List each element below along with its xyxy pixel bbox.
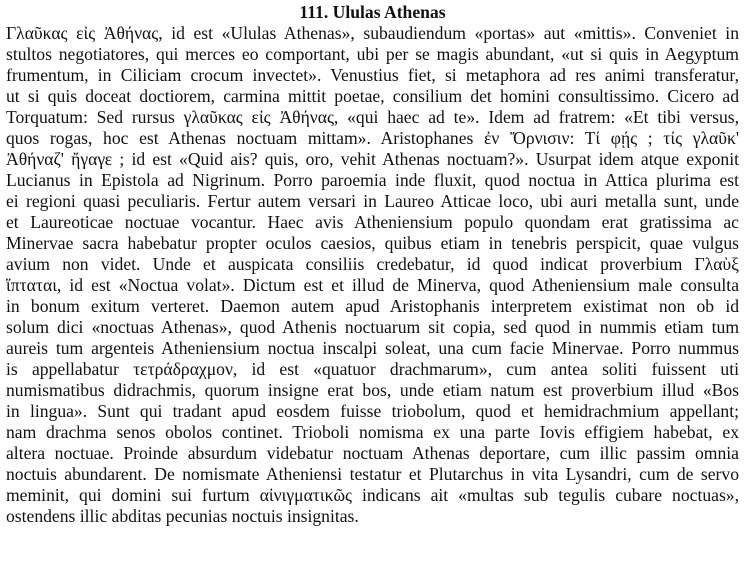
text-line: ut si quis doceat doctiorem, carmina mittit poetae, consilium det homini consultissimo. Cicero ad	[6, 86, 739, 106]
text-line: ostendens illic abditas pecunias noctuis insignitas.	[6, 506, 359, 526]
text-line: meminit, qui domini sui furtum αἰνιγματικῶς indicans ait «multas sub tegulis cubare noctuas»,	[6, 485, 739, 505]
body-paragraph	[6, 23, 739, 527]
text-line: Lucianus in Epistola ad Nigrinum. Porro paroemia inde fluxit, quod noctua in Attica plurima est	[6, 170, 739, 190]
text-line: noctuis abundarent. De nomismate Atheniensi testatur et Plutarchus in vita Lysandri, cum de servo	[6, 464, 739, 484]
text-line: avium non videt. Unde et auspicata consiliis credebatur, id quod indicat proverbium Γλαὺξ	[6, 254, 739, 274]
text-line: solum dici «noctuas Athenas», quod Athenis noctuarum sit copia, sed quod in nummis etiam tum	[6, 317, 739, 337]
text-line: Ἀθήναζ' ἤγαγε ; id est «Quid ais? quis, oro, vehit Athenas noctuam?». Usurpat idem atque exponit	[6, 149, 739, 169]
text-line: in lingua». Sunt qui tradant apud eosdem fuisse triobolum, quod et hemidrachmium appellant;	[6, 401, 739, 421]
text-line: nam drachma senos obolos continet. Trioboli nomisma ex una parte Iovis effigiem habebat, ex	[6, 422, 739, 442]
text-line: is appellabatur τετράδραχμον, id est «quatuor drachmarum», cum antea soliti fuissent uti	[6, 359, 739, 379]
text-line: numismatibus didrachmis, quorum insigne erat bos, unde etiam natum est proverbium illud «Bos	[6, 380, 739, 400]
document-page	[0, 2, 745, 562]
page-title: 111. Ululas Athenas	[299, 2, 446, 22]
text-line: altera noctuae. Proinde absurdum videbatur noctuam Athenas deportare, cum illic passim omnia	[6, 443, 739, 463]
text-line: aureis tum argenteis Atheniensium noctua inscalpi soleat, una cum facie Minervae. Porro nummus	[6, 338, 739, 358]
text-line: Minervae sacra habebatur propter oculos caesios, quibus etiam in tenebris perspicit, quae vulgus	[6, 233, 739, 253]
text-line: quos rogas, hoc est Athenas noctuam mittam». Aristophanes ἐν Ὄρνισιν: Τί φῄς ; τίς γλαῦκ'	[6, 128, 739, 148]
text-line: ei regioni quasi peculiaris. Fertur autem versari in Laureo Atticae loco, ubi auri metalla sunt, unde	[6, 191, 739, 211]
text-line: in bonum exitum verteret. Daemon autem apud Aristophanis interpretem existimat non ob id	[6, 296, 739, 316]
text-line: ἵπταται, id est «Noctua volat». Dictum est et illud de Minerva, quod Atheniensium male consulta	[6, 275, 739, 295]
text-line: frumentum, in Ciliciam crocum invectet». Venustius fiet, si metaphora ad res animi transferatur,	[6, 65, 739, 85]
text-line: stultos negotiatores, qui merces eo comportant, ubi per se magis abundant, «ut si quis in Aegyptum	[6, 44, 739, 64]
text-line: Γλαῦκας εἰς Ἀθήνας, id est «Ululas Athenas», subaudiendum «portas» aut «mittis». Conveniet in	[6, 23, 739, 43]
text-line: Torquatum: Sed rursus γλαῦκας εἰς Ἀθήνας, «qui haec ad te». Idem ad fratrem: «Et tibi versus,	[6, 107, 739, 127]
text-line: et Laureoticae noctuae vocantur. Haec avis Atheniensium populo quondam erat gratissima ac	[6, 212, 739, 232]
